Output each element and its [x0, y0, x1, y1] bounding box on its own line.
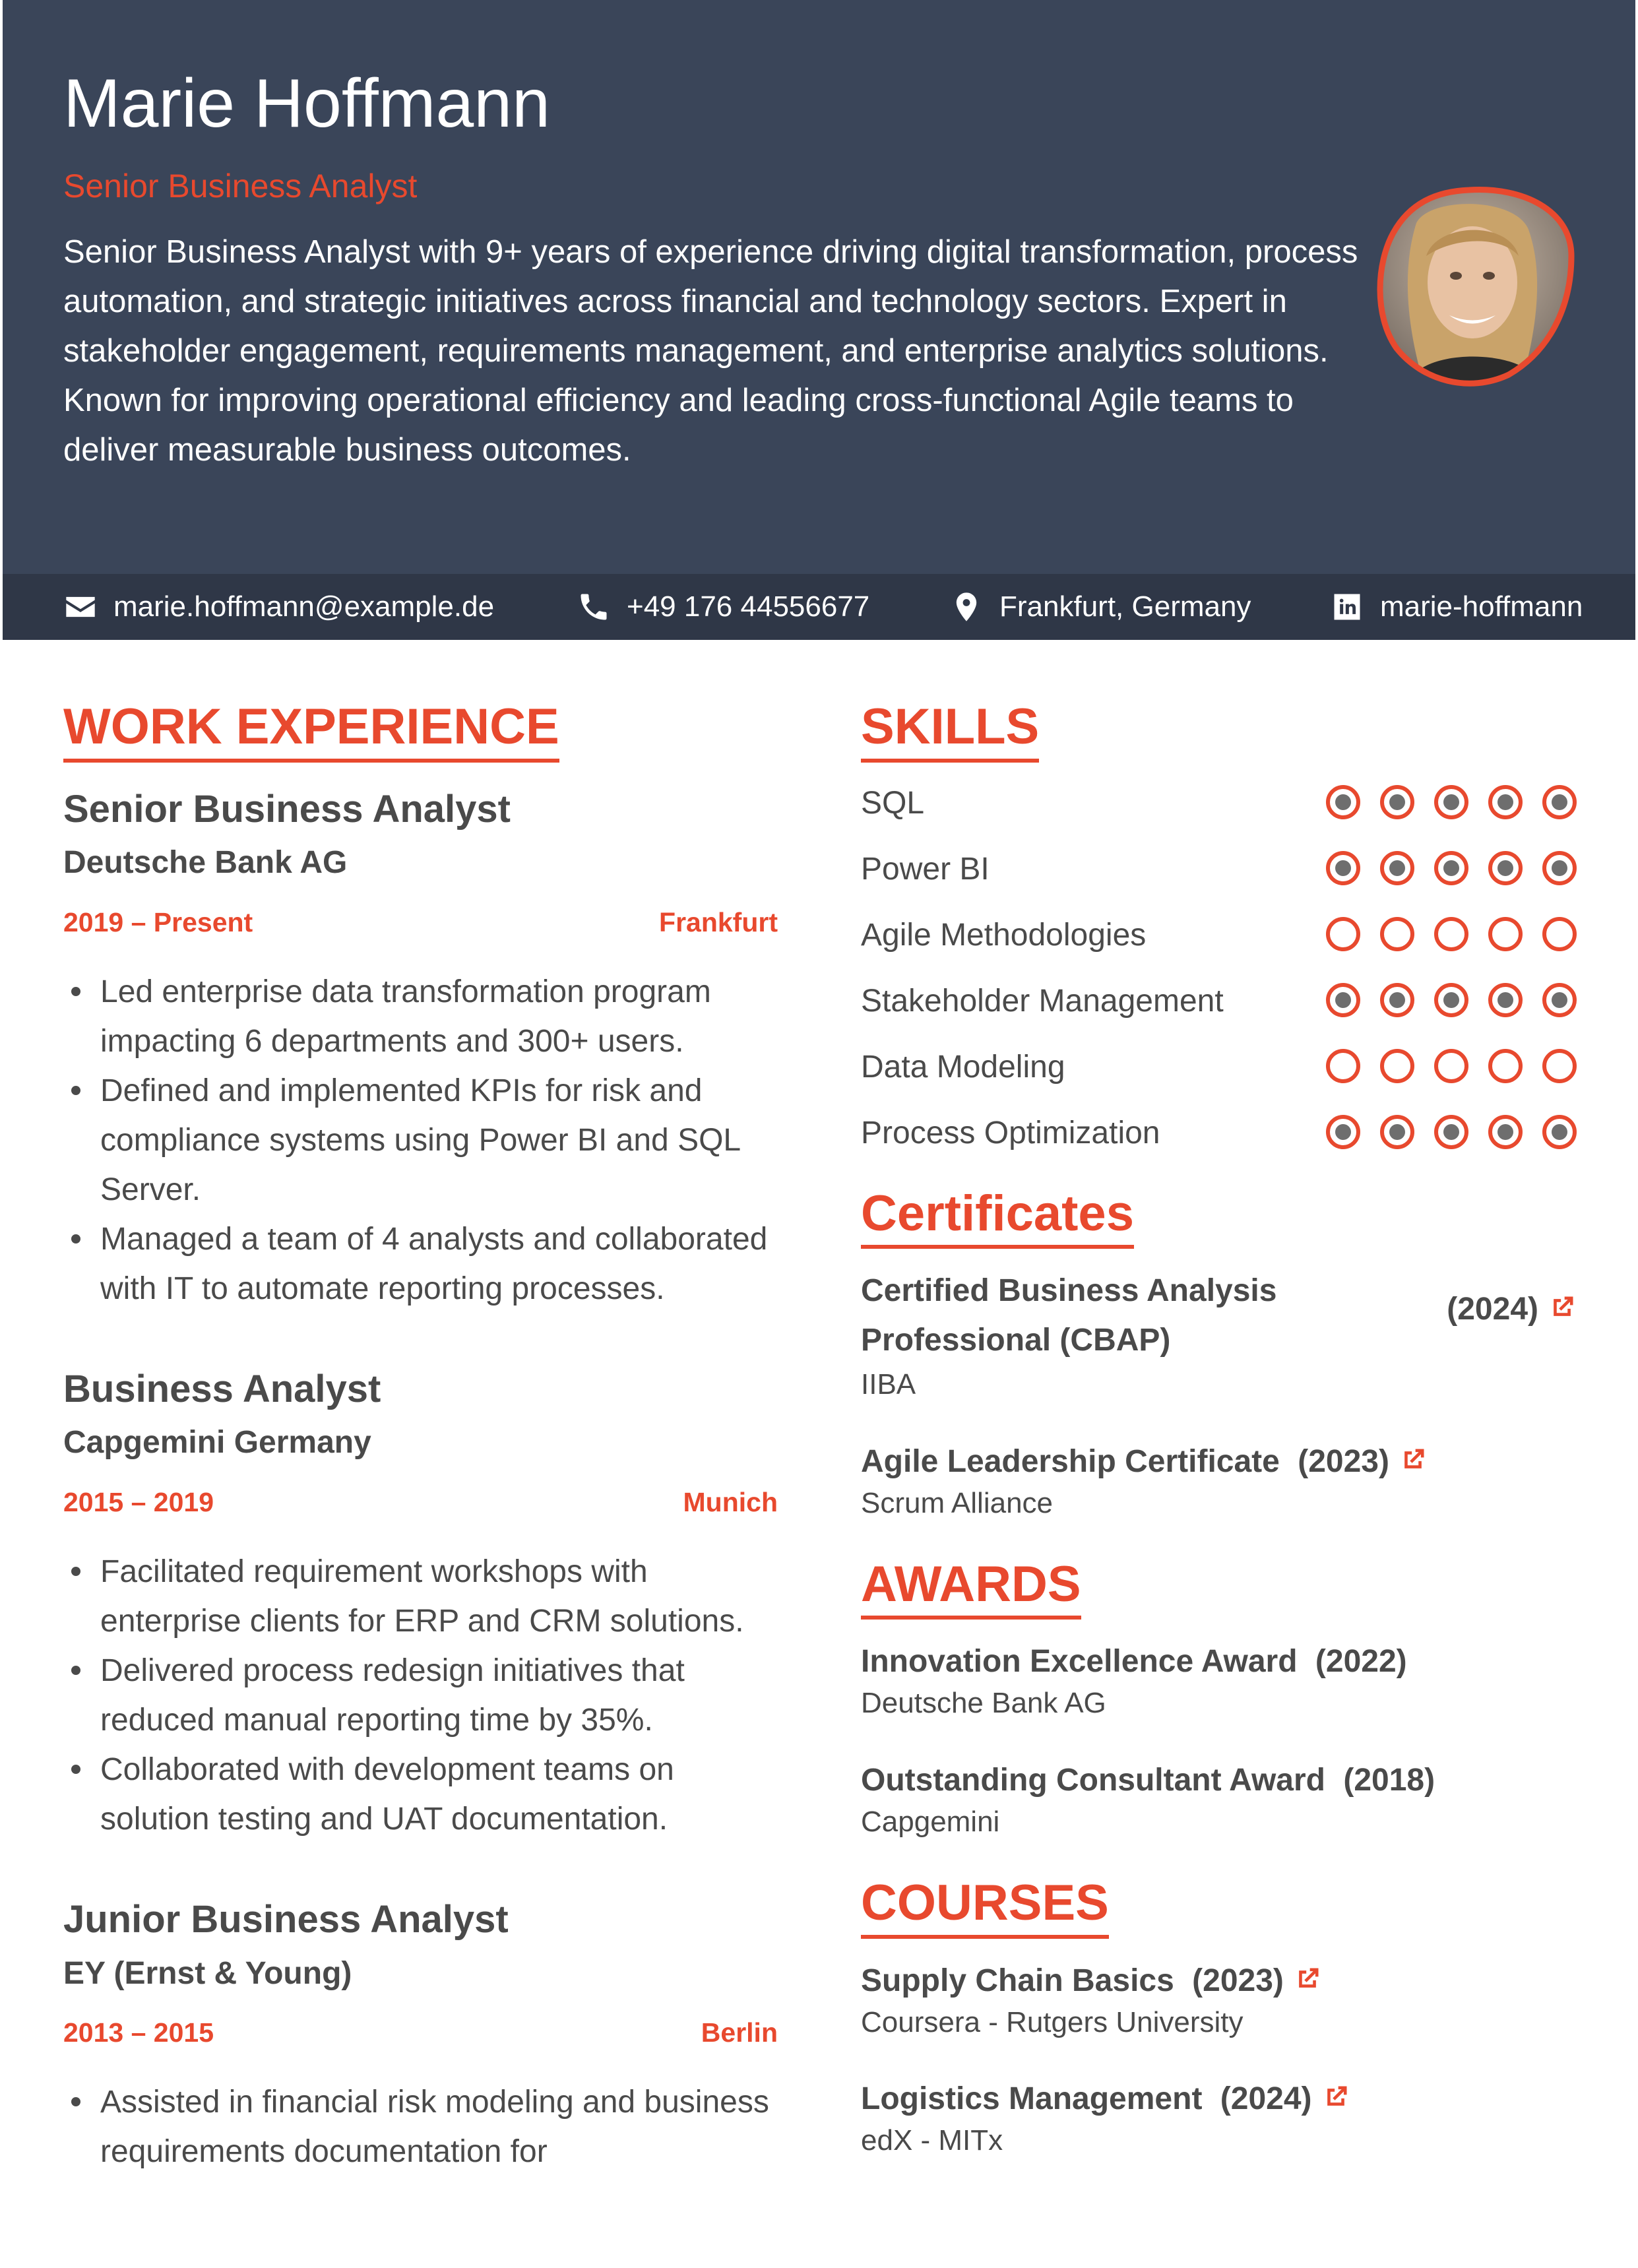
external-link-icon[interactable] [1548, 1293, 1577, 1322]
rating-dot [1542, 1115, 1577, 1149]
certificate-year: (2023) [1298, 1443, 1389, 1479]
section-title-courses: COURSES [861, 1875, 1109, 1939]
job-dates: 2019 – Present [63, 906, 253, 937]
skill-name: Data Modeling [861, 1050, 1065, 1085]
rating-dot [1380, 1115, 1414, 1149]
map-pin-icon [949, 590, 984, 624]
award-heading [861, 1755, 1577, 1805]
certificate-name: Certified Business Analysis Professional (CBAP) [861, 1273, 1277, 1358]
job-meta [63, 1487, 778, 1518]
job-bullet: Led enterprise data transformation program impacting 6 departments and 300+ users. [63, 967, 778, 1066]
skill-rating [1306, 785, 1577, 819]
skill-rating [1306, 1115, 1577, 1149]
job-entry [63, 786, 778, 1313]
skill-row [861, 968, 1577, 1034]
job-bullets [63, 967, 778, 1313]
certificate-entry [861, 1266, 1577, 1402]
rating-dot [1488, 1115, 1523, 1149]
course-year: (2023) [1192, 1963, 1284, 1998]
job-bullet: Delivered process redesign initiatives that reduced manual reporting time by 35%. [63, 1646, 778, 1745]
job-dates: 2013 – 2015 [63, 2017, 214, 2048]
rating-dot [1434, 917, 1468, 951]
linkedin-icon [1330, 590, 1364, 624]
rating-dot [1326, 917, 1360, 951]
course-year: (2024) [1220, 2081, 1312, 2117]
rating-dot [1380, 851, 1414, 885]
contact-linkedin[interactable] [1330, 574, 1583, 640]
job-location: Berlin [701, 2017, 778, 2048]
award-heading [861, 1637, 1577, 1686]
skill-name: Power BI [861, 852, 990, 887]
section-title-work: WORK EXPERIENCE [63, 699, 559, 763]
course-name: Logistics Management [861, 2081, 1203, 2117]
external-link-icon[interactable] [1399, 1445, 1428, 1474]
job-bullet: Collaborated with development teams on solution testing and UAT documentation. [63, 1745, 778, 1844]
rating-dot [1326, 785, 1360, 819]
skill-rating [1306, 851, 1577, 885]
certificate-entry [861, 1437, 1577, 1521]
skill-rating [1306, 917, 1577, 951]
section-title-skills: SKILLS [861, 699, 1039, 763]
email-text: marie.hoffmann@example.de [113, 590, 495, 623]
job-title: Junior Business Analyst [63, 1897, 509, 1941]
candidate-role: Senior Business Analyst [63, 168, 418, 205]
skill-name: Stakeholder Management [861, 984, 1224, 1019]
envelope-icon [63, 590, 98, 624]
job-title: Senior Business Analyst [63, 787, 511, 831]
rating-dot [1488, 785, 1523, 819]
job-meta [63, 2017, 778, 2048]
rating-dot [1326, 983, 1360, 1017]
external-link-icon[interactable] [1321, 2083, 1350, 2112]
job-company: Deutsche Bank AG [63, 845, 348, 881]
phone-icon [577, 590, 611, 624]
skills-list [861, 771, 1577, 1166]
course-entry [861, 1956, 1577, 2040]
rating-dot [1380, 917, 1414, 951]
header-banner [3, 0, 1635, 574]
rating-dot [1542, 917, 1577, 951]
location-text: Frankfurt, Germany [999, 590, 1251, 623]
skill-name: Agile Methodologies [861, 918, 1147, 953]
course-heading [861, 1956, 1577, 2005]
rating-dot [1488, 1049, 1523, 1083]
rating-dot [1326, 851, 1360, 885]
job-company: Capgemini Germany [63, 1425, 371, 1461]
award-name: Innovation Excellence Award [861, 1644, 1298, 1680]
phone-text: +49 176 44556677 [627, 590, 870, 623]
external-link-icon[interactable] [1293, 1965, 1322, 1994]
job-entry [63, 1366, 778, 1844]
job-entry [63, 1897, 778, 2176]
skill-rating [1306, 983, 1577, 1017]
profile-summary: Senior Business Analyst with 9+ years of experience driving digital transformation, process automation, and strategic initiatives across financial and technology sectors. Expert in stakeholder engagement, requirements management, and enterprise analytics solutions. Known for improving operational efficiency and leading cross-functional Agile teams to deliver measurable business outcomes. [63, 234, 1358, 468]
section-title-awards: AWARDS [861, 1557, 1081, 1620]
rating-dot [1434, 983, 1468, 1017]
right-column [861, 699, 1577, 2158]
skill-rating [1306, 1049, 1577, 1083]
course-name: Supply Chain Basics [861, 1963, 1174, 1998]
work-experience-section [63, 699, 778, 2176]
skill-row [861, 1034, 1577, 1100]
rating-dot [1434, 1049, 1468, 1083]
job-meta [63, 907, 778, 938]
certificate-heading [861, 1437, 1577, 1486]
rating-dot [1542, 1049, 1577, 1083]
job-bullets [63, 1547, 778, 1844]
rating-dot [1380, 1049, 1414, 1083]
job-bullet: Managed a team of 4 analysts and collaborated with IT to automate reporting processes. [63, 1214, 778, 1313]
job-location: Frankfurt [659, 906, 778, 937]
rating-dot [1488, 851, 1523, 885]
job-company: EY (Ernst & Young) [63, 1955, 352, 1991]
courses-section [861, 1875, 1577, 2158]
award-year: (2022) [1315, 1644, 1407, 1680]
award-issuer: Capgemini [861, 1806, 1000, 1839]
award-year: (2018) [1343, 1763, 1435, 1798]
rating-dot [1434, 1115, 1468, 1149]
skills-section [861, 699, 1577, 1166]
course-heading [861, 2074, 1577, 2124]
rating-dot [1326, 1115, 1360, 1149]
award-entry [861, 1755, 1577, 1840]
job-title: Business Analyst [63, 1367, 381, 1410]
rating-dot [1542, 983, 1577, 1017]
certificates-section [861, 1186, 1577, 1521]
contact-location [949, 574, 1251, 640]
job-bullet: Assisted in financial risk modeling and business requirements documentation for [63, 2077, 778, 2176]
job-bullet: Defined and implemented KPIs for risk and compliance systems using Power BI and SQL Server. [63, 1066, 778, 1214]
rating-dot [1434, 785, 1468, 819]
awards-section [861, 1557, 1577, 1840]
linkedin-text: marie-hoffmann [1380, 590, 1583, 623]
certificate-issuer: Scrum Alliance [861, 1486, 1054, 1519]
skill-row [861, 1100, 1577, 1166]
skill-row [861, 836, 1577, 902]
skill-row [861, 771, 1577, 836]
rating-dot [1488, 917, 1523, 951]
certificate-issuer: IIBA [861, 1368, 916, 1401]
rating-dot [1488, 983, 1523, 1017]
award-name: Outstanding Consultant Award [861, 1763, 1325, 1798]
rating-dot [1380, 983, 1414, 1017]
rating-dot [1380, 785, 1414, 819]
course-entry [861, 2074, 1577, 2158]
course-provider: edX - MITx [861, 2124, 1003, 2157]
course-provider: Coursera - Rutgers University [861, 2005, 1244, 2038]
contact-email[interactable] [63, 574, 494, 640]
job-dates: 2015 – 2019 [63, 1486, 214, 1517]
award-issuer: Deutsche Bank AG [861, 1687, 1106, 1720]
profile-photo [1370, 183, 1578, 391]
rating-dot [1434, 851, 1468, 885]
skill-name: Process Optimization [861, 1116, 1160, 1151]
section-title-certificates: Certificates [861, 1186, 1134, 1249]
certificate-name: Agile Leadership Certificate [861, 1443, 1280, 1479]
rating-dot [1542, 785, 1577, 819]
skill-name: SQL [861, 786, 925, 821]
contact-phone[interactable] [577, 574, 869, 640]
rating-dot [1542, 851, 1577, 885]
job-location: Munich [683, 1486, 778, 1517]
job-bullet: Facilitated requirement workshops with enterprise clients for ERP and CRM solutions. [63, 1547, 778, 1646]
award-entry [861, 1637, 1577, 1721]
job-bullets [63, 2077, 778, 2176]
skill-row [861, 902, 1577, 968]
candidate-name: Marie Hoffmann [63, 65, 550, 142]
contact-bar [3, 574, 1635, 640]
rating-dot [1326, 1049, 1360, 1083]
certificate-year: (2024) [1447, 1292, 1538, 1327]
certificate-year-wrap [1447, 1291, 1577, 1327]
